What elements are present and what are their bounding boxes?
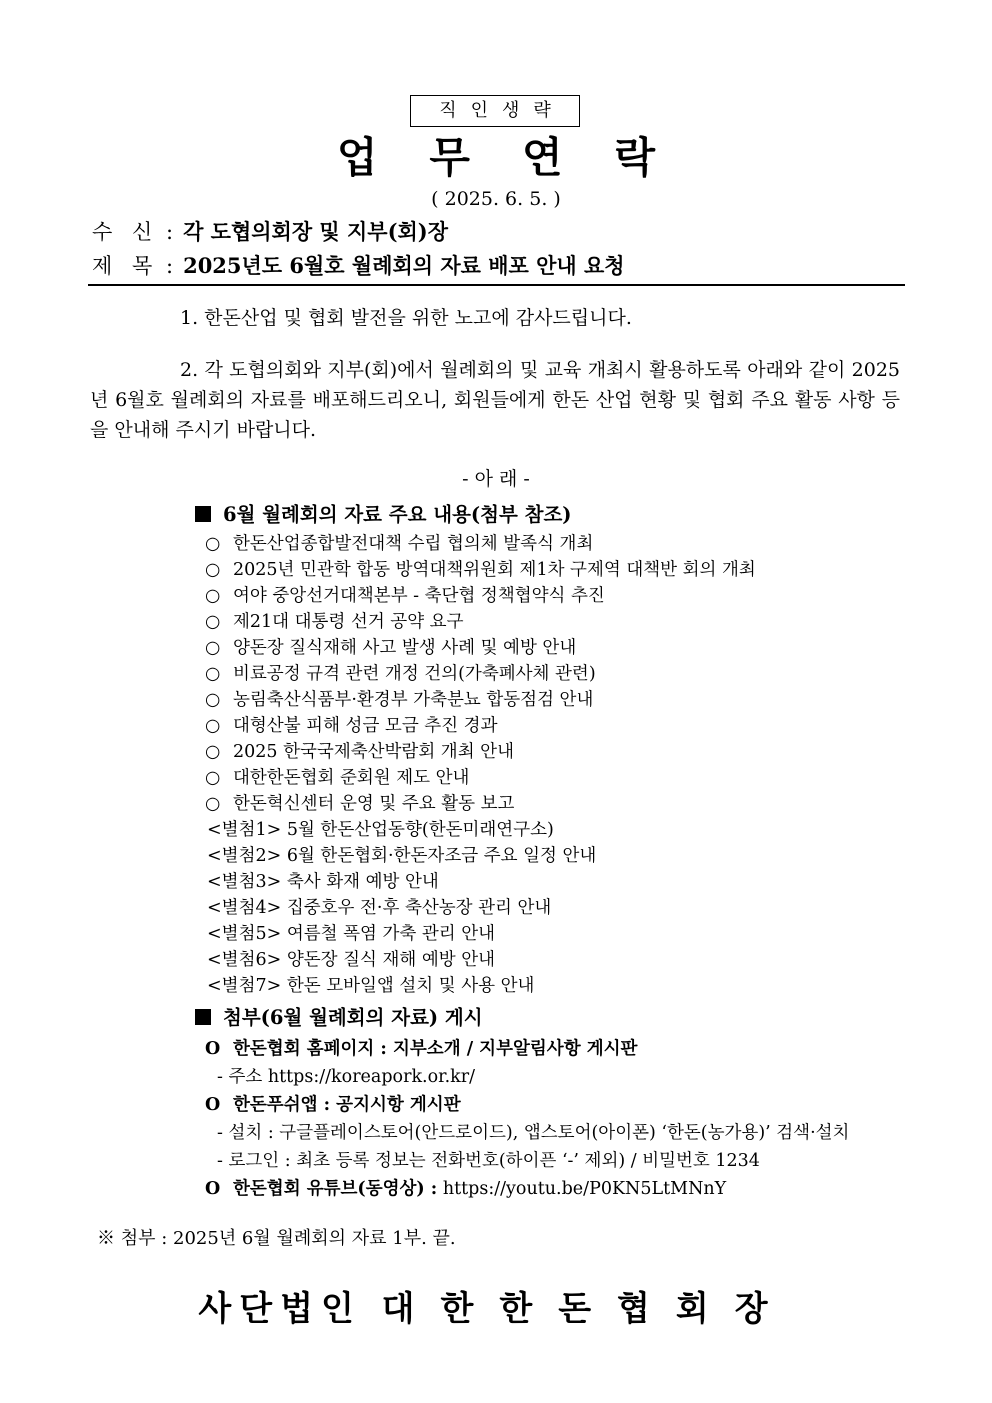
subject-value: 2025년도 6월호 월례회의 자료 배포 안내 요청 [183, 253, 625, 278]
recipient-label: 수 신 [92, 220, 153, 244]
youtube-line [205, 1175, 849, 1203]
circle-bullet-icon: O [205, 1039, 221, 1059]
sender-org-type: 사단법인 [198, 1289, 362, 1329]
circle-bullet-icon: O [205, 1179, 221, 1199]
attachment-item: <별첨6> 양돈장 질식 재해 예방 안내 [207, 950, 496, 970]
attachment-item: <별첨3> 축사 화재 예방 안내 [207, 872, 439, 892]
section2-heading [195, 1005, 483, 1031]
circle-bullet-icon: O [205, 1095, 221, 1115]
list-item: ○ 대형산불 피해 성금 모금 추진 경과 [205, 713, 905, 739]
youtube-label: 한돈협회 유튜브(동영상) : [233, 1179, 438, 1199]
section1-item-list [205, 531, 905, 817]
subject-line [92, 252, 625, 280]
list-item: ○ 양돈장 질식재해 사고 발생 사례 및 예방 안내 [205, 635, 905, 661]
header-divider [88, 284, 905, 286]
circle-bullet-icon: ○ [205, 534, 221, 554]
circle-bullet-icon: ○ [205, 742, 221, 762]
youtube-link[interactable]: https://youtu.be/P0KN5LtMNnY [442, 1179, 727, 1199]
attachment-item: <별첨5> 여름철 폭염 가축 관리 안내 [207, 924, 496, 944]
homepage-address: - 주소 https://koreapork.or.kr/ [217, 1067, 476, 1087]
circle-bullet-icon: ○ [205, 794, 221, 814]
list-item: ○ 여야 중앙선거대책본부 - 축단협 정책협약식 추진 [205, 583, 905, 609]
black-square-icon [195, 1009, 211, 1025]
body-paragraph-1: 1. 한돈산업 및 협회 발전을 위한 노고에 감사드립니다. [180, 307, 632, 329]
posting-list [205, 1035, 849, 1203]
circle-bullet-icon: ○ [205, 612, 221, 632]
list-item: ○ 한돈혁신센터 운영 및 주요 활동 보고 [205, 791, 905, 817]
list-item: ○ 2025 한국국제축산박람회 개최 안내 [205, 739, 905, 765]
circle-bullet-icon: ○ [205, 716, 221, 736]
recipient-line [92, 218, 448, 246]
subject-label: 제 목 [92, 254, 153, 278]
document-date: ( 2025. 6. 5. ) [431, 188, 561, 210]
stamp-omitted-box: 직인생략 [410, 95, 580, 127]
section2-title: 첨부(6월 월례회의 자료) 게시 [223, 1006, 483, 1029]
attachment-item: <별첨1> 5월 한돈산업동향(한돈미래연구소) [207, 820, 554, 840]
section1-heading [195, 502, 572, 528]
list-item: ○ 2025년 민관학 합동 방역대책위원회 제1차 구제역 대책반 회의 개최 [205, 557, 905, 583]
app-line: O 한돈푸쉬앱 : 공지시항 게시판 [205, 1091, 849, 1119]
subject-colon: : [166, 254, 174, 278]
black-square-icon [195, 506, 211, 522]
attachment-item: <별첨4> 집중호우 전·후 축산농장 관리 안내 [207, 898, 552, 918]
app-install-line: - 설치 : 구글플레이스토어(안드로이드), 앱스토어(아이폰) ‘한돈(농가용)’ 검색·설치 [217, 1123, 850, 1143]
circle-bullet-icon: ○ [205, 664, 221, 684]
list-item: ○ 비료공정 규격 관련 개정 건의(가축폐사체 관련) [205, 661, 905, 687]
circle-bullet-icon: ○ [205, 586, 221, 606]
attachment-note: ※ 첨부 : 2025년 6월 월례회의 자료 1부. 끝. [97, 1228, 456, 1249]
homepage-line: O 한돈협회 홈페이지 : 지부소개 / 지부알림사항 게시판 [205, 1035, 849, 1063]
notice-heading: - 아 래 - [462, 468, 530, 490]
document-title: 업무연락 [336, 133, 708, 182]
attachment-list [207, 817, 596, 999]
circle-bullet-icon: ○ [205, 638, 221, 658]
app-login-line: - 로그인 : 최초 등록 정보는 전화번호(하이픈 ‘-’ 제외) / 비밀번호 1234 [217, 1151, 760, 1171]
circle-bullet-icon: ○ [205, 768, 221, 788]
body-paragraph-2: 2. 각 도협의회와 지부(회)에서 월례회의 및 교육 개최시 활용하도록 아래와 같이 2025년 6월호 월례회의 자료를 배포해드리오니, 회원들에게 한돈 산업 현황 및 협회 주요 활동 사항 등을 안내해 주시기 바랍니다. [90, 359, 900, 441]
list-item: ○ 농림축산식품부·환경부 가축분뇨 합동점검 안내 [205, 687, 905, 713]
recipient-colon: : [166, 220, 174, 244]
list-item: ○ 제21대 대통령 선거 공약 요구 [205, 609, 905, 635]
attachment-item: <별첨7> 한돈 모바일앱 설치 및 사용 안내 [207, 976, 535, 996]
circle-bullet-icon: ○ [205, 560, 221, 580]
list-item: ○ 한돈산업종합발전대책 수립 협의체 발족식 개최 [205, 531, 905, 557]
sender-signature [0, 1286, 992, 1332]
list-item: ○ 대한한돈협회 준회원 제도 안내 [205, 765, 905, 791]
circle-bullet-icon: ○ [205, 690, 221, 710]
attachment-item: <별첨2> 6월 한돈협회·한돈자조금 주요 일정 안내 [207, 846, 597, 866]
section1-title: 6월 월례회의 자료 주요 내용(첨부 참조) [223, 503, 572, 526]
recipient-value: 각 도협의회장 및 지부(회)장 [183, 219, 449, 244]
sender-org-name: 대한한돈협회장 [381, 1289, 794, 1329]
